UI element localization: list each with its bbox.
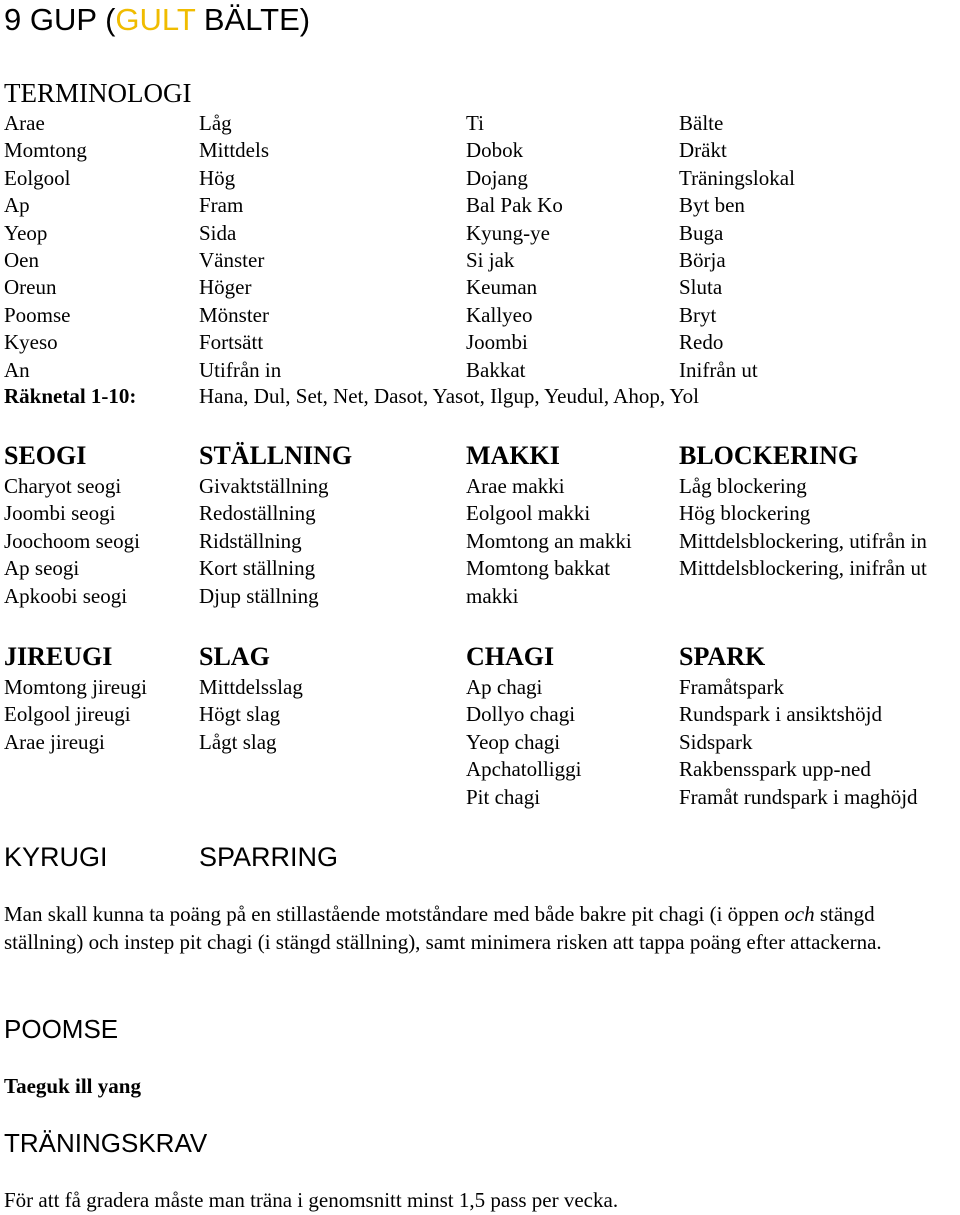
terminology-row-cell: Bälte [679,111,724,135]
section-row-cell: Mittdelsblockering, utifrån in [679,528,927,553]
section-header-cell: SEOGI [4,441,87,470]
section-header-cell: STÄLLNING [199,441,353,470]
terminology-row [0,137,960,164]
terminology-row-cell: Joombi [466,330,528,355]
section-row-cell: makki [466,583,519,608]
terminology-row-cell: Sida [199,220,237,245]
title-belt-color: GULT [115,2,196,37]
section-row-cell: Arae jireugi [4,729,105,754]
poomse-form: Taeguk ill yang [4,1074,141,1098]
traningskrav-text: För att få gradera måste man träna i genomsnitt minst 1,5 pass per vecka. [4,1188,619,1212]
section-row-cell: Framåt rundspark i maghöjd [679,784,918,809]
section-row-cell: Momtong jireugi [4,675,147,699]
section-row [0,500,960,527]
section-row-cell: Dollyo chagi [466,702,576,727]
kyrugi-text [4,901,956,956]
section-row-cell: Eolgool makki [466,501,591,526]
terminology-row-cell: Bryt [679,302,717,327]
section-row-cell: Rakbensspark upp-ned [679,757,871,782]
terminology-row-cell: Eolgool [4,165,71,190]
section-row-cell: Eolgool jireugi [4,702,131,727]
section-row [0,784,960,811]
section-row-cell: Hög blockering [679,501,811,526]
section-header-cell: CHAGI [466,642,555,671]
section-row [0,756,960,783]
section-row-cell: Rundspark i ansiktshöjd [679,702,882,727]
section-row [0,701,960,728]
terminology-row-cell: Dräkt [679,138,727,163]
terminology-row-cell: Buga [679,220,724,245]
section-row-cell: Kort ställning [199,556,316,581]
terminology-row-cell: Låg [199,111,232,135]
section-row-cell: Mittdelsslag [199,675,303,699]
terminology-row [0,192,960,219]
section-row-cell: Yeop chagi [466,729,561,754]
terminology-row-cell: Kyung-ye [466,220,550,245]
title-suffix: BÄLTE) [195,2,311,37]
section-row-cell: Ridställning [199,528,302,553]
terminology-row-cell: Poomse [4,302,71,327]
section-row-cell: Apchatolliggi [466,757,582,782]
terminology-row-cell: Fram [199,193,244,218]
terminology-row-cell: Keuman [466,275,538,300]
section-row-cell: Pit chagi [466,784,541,809]
section-row-cell: Charyot seogi [4,474,122,498]
section-row-cell: Redoställning [199,501,316,526]
kyrugi-text-italic: och [784,902,815,926]
terminology-row-cell: Ap [4,193,30,218]
terminology-row-cell: Fortsätt [199,330,264,355]
sparring-heading: SPARRING [199,842,339,872]
section-row-cell: Sidspark [679,729,753,754]
counting-label: Räknetal 1-10: [4,384,137,408]
terminology-row-cell: Si jak [466,248,515,272]
terminology-row-cell: Höger [199,275,252,300]
terminology-row-cell: Kallyeo [466,302,533,327]
terminology-row-cell: An [4,357,30,382]
terminology-row [0,302,960,329]
terminology-row [0,357,960,384]
section-header-cell: JIREUGI [4,642,113,671]
section-row [0,674,960,701]
terminology-row-cell: Hög [199,165,236,190]
section-row-cell: Lågt slag [199,729,277,754]
kyrugi-header [0,841,960,873]
counting-row [0,383,960,410]
terminology-row [0,329,960,356]
section-header [0,440,960,472]
poomse-heading: POOMSE [4,1014,119,1044]
section-row-cell: Mittdelsblockering, inifrån ut [679,556,927,581]
section-header [0,641,960,673]
kyrugi-text-part2: stängd ställning) och instep pit chagi (i stängd ställning), samt minimera risken att tappa poäng efter attackerna. [4,902,882,954]
terminology-row-cell: Yeop [4,220,48,245]
section-header-cell: BLOCKERING [679,441,859,470]
terminology-row-cell: Bal Pak Ko [466,193,563,218]
terminology-row-cell: Mönster [199,302,269,327]
page-title [4,2,310,38]
section-row [0,583,960,610]
section-row-cell: Apkoobi seogi [4,583,128,608]
terminology-row-cell: Arae [4,111,45,135]
section-row-cell: Framåtspark [679,675,784,699]
section-row-cell: Givaktställning [199,474,329,498]
section-row-cell: Ap chagi [466,675,543,699]
counting-value: Hana, Dul, Set, Net, Dasot, Yasot, Ilgup, Yeudul, Ahop, Yol [199,384,699,408]
terminology-row-cell: Börja [679,248,726,272]
section-row-cell: Joochoom seogi [4,528,140,553]
terminology-row-cell: Kyeso [4,330,58,355]
section-row-cell: Djup ställning [199,583,319,608]
section-header-cell: SPARK [679,642,766,671]
section-row-cell: Momtong an makki [466,528,632,553]
terminology-row [0,165,960,192]
terminology-row-cell: Oen [4,248,39,272]
section-row-cell: Momtong bakkat [466,556,611,581]
terminology-row-cell: Mittdels [199,138,270,163]
section-row [0,729,960,756]
terminology-row-cell: Dojang [466,165,528,190]
section-row [0,555,960,582]
terminology-row [0,110,960,137]
section-row-cell: Joombi seogi [4,501,116,526]
terminology-row-cell: Byt ben [679,193,745,218]
section-header-cell: SLAG [199,642,270,671]
section-row-cell: Låg blockering [679,474,807,498]
terminology-row-cell: Sluta [679,275,723,300]
kyrugi-text-part1: Man skall kunna ta poäng på en stillastående motståndare med både bakre pit chagi (i öppen [4,902,785,926]
terminology-row-cell: Vänster [199,248,265,272]
terminology-row-cell: Bakkat [466,357,526,382]
terminology-heading: TERMINOLOGI [4,78,192,108]
terminology-row-cell: Dobok [466,138,524,163]
section-header-cell: MAKKI [466,441,560,470]
section-row-cell: Högt slag [199,702,281,727]
section-row-cell: Ap seogi [4,556,80,581]
section-row [0,473,960,500]
kyrugi-heading: KYRUGI [4,842,108,872]
traningskrav-heading: TRÄNINGSKRAV [4,1128,208,1158]
terminology-row-cell: Ti [466,111,484,135]
terminology-row [0,274,960,301]
terminology-row-cell: Utifrån in [199,357,282,382]
terminology-row-cell: Träningslokal [679,165,795,190]
terminology-row-cell: Oreun [4,275,57,300]
title-prefix: 9 GUP ( [4,2,116,37]
section-row-cell: Arae makki [466,474,565,498]
terminology-row-cell: Inifrån ut [679,357,758,382]
terminology-row-cell: Momtong [4,138,87,163]
section-row [0,528,960,555]
terminology-row [0,247,960,274]
terminology-row [0,220,960,247]
terminology-row-cell: Redo [679,330,724,355]
